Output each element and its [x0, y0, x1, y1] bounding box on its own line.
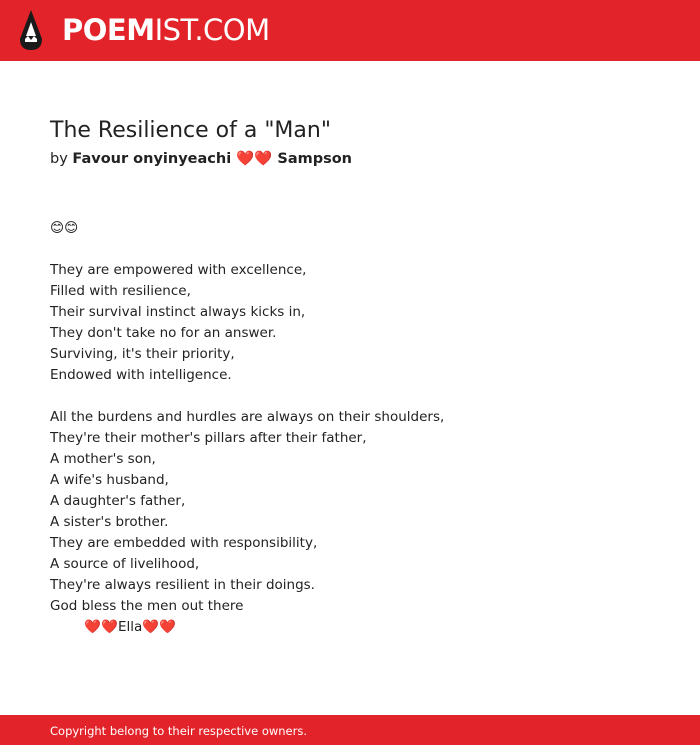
logo-text-bold: POEM: [62, 13, 155, 47]
site-logo-text: [62, 12, 270, 48]
poem-body: 😊😊 They are empowered with excellence, Filled with resilience, Their survival instinct always kicks in, They don't take no for an answer. Surviving, it's their priority, Endowed with intelligence. All the burdens and hurdles are always on their shoulders, They're their mother's pillars after their father, A mother's son, A wife's husband, A daughter's father, A sister's brother. They are embedded with responsibility, A source of livelihood, They're always resilient in their doings. God bless the men out there ❤️❤️Ella❤️❤️: [50, 220, 445, 635]
author-name: Favour onyinyeachi ❤️❤️ Sampson: [72, 151, 353, 167]
byline-label: by: [50, 151, 68, 167]
byline: [50, 148, 352, 170]
copyright-text: Copyright belong to their respective owners.: [50, 724, 308, 738]
poem-title: The Resilience of a "Man": [50, 118, 331, 143]
logo-text-light: IST.COM: [154, 13, 270, 47]
site-header: [0, 0, 700, 61]
pencil-tip-icon: [18, 9, 44, 51]
site-footer: [0, 715, 700, 745]
